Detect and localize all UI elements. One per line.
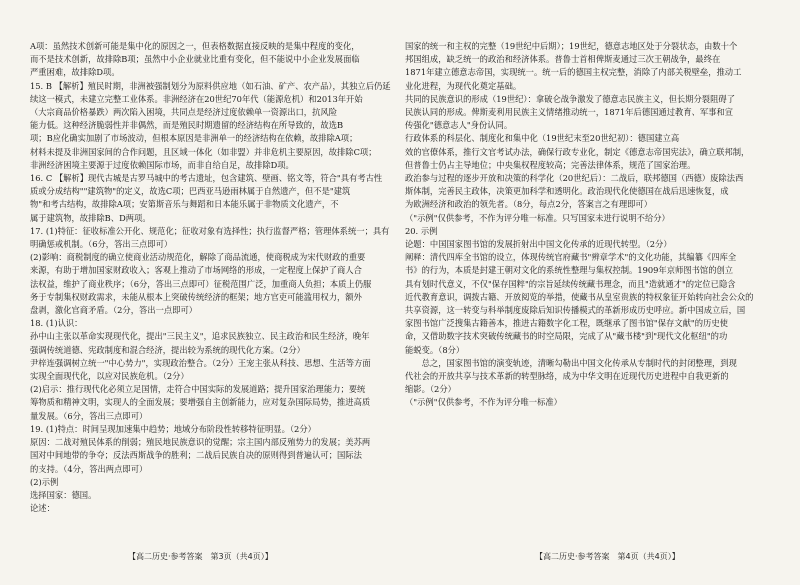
text-line: 国对中间地带的争夺；反法西斯战争的胜利；二战后民族自决的原则得到普遍认可；国际法 bbox=[30, 450, 362, 461]
text-line: 国家的统一和主权的完整（19世纪中后期）；19世纪，德意志地区处于分裂状态，由数十个 bbox=[405, 41, 738, 51]
text-line: 法权益，维护了商业秩序；（6分，答出三点即可）征税范围广泛，加重商人负担；本质上仍服 bbox=[30, 278, 372, 289]
text-line: 务于专制集权财政需求，未能从根本上突破传统经济的框架；地方官吏可能滥用权力，额外 bbox=[30, 291, 362, 302]
right-column bbox=[405, 40, 770, 410]
text-line: 1871年建立德意志帝国，实现统一。统一后的德国主权完整，消除了内部关税壁垒，推动工 bbox=[405, 67, 742, 78]
text-line: 总之，国家图书馆的演变轨迹，清晰勾勒出中国文化传承从专制时代的封闭整理，到现 bbox=[405, 357, 737, 368]
text-line: 强调传统道德、宪政制度和混合经济，提出较为系统的现代化方案。（2分） bbox=[30, 344, 305, 355]
left-column bbox=[30, 40, 395, 515]
text-line: 为欧洲经济和政治的领先者。（8分，每点2分，答案言之有理即可） bbox=[405, 199, 653, 210]
text-line: 缩影。（2分） bbox=[405, 384, 456, 395]
text-line: 能力低。这种经济脆弱性并非偶然，而是殖民时期遗留的经济结构在所导致的，故选B bbox=[30, 120, 344, 131]
text-line: 共同的民族意识的形成（19世纪）：拿破仑战争激发了德意志民族主义，但长期分裂阻碍了 bbox=[405, 93, 735, 104]
text-line: 孙中山主张以革命实现现代化，提出"三民主义"，追求民族独立、民主政治和民生经济，晚年 bbox=[30, 331, 370, 342]
text-line: 论题：中国国家图书馆的发展折射出中国文化传承的近现代转型。（2分） bbox=[405, 239, 672, 250]
text-line: 属于建筑物，故排除B、D两项。 bbox=[30, 212, 151, 223]
text-line: A项：虽然技术创新可能是集中化的原因之一，但表格数据直接反映的是集中程度的变化， bbox=[30, 41, 360, 51]
text-line: 能蜕变。（8分） bbox=[405, 344, 465, 355]
text-line: 论述： bbox=[30, 503, 55, 514]
text-line: （"示例"仅供参考，不作为评分唯一标准） bbox=[405, 397, 562, 408]
text-line: 行政体系的科层化、制度化和集中化（19世纪末至20世纪初）：德国建立高 bbox=[405, 133, 680, 144]
text-line: 明确惩戒机制。（6分，答出三点即可） bbox=[30, 239, 173, 250]
text-line: 19. (1)特点：时间呈现加速集中趋势；地域分布阶段性转移特征明显。（2分） bbox=[30, 423, 316, 434]
text-line: 17. (1)特征：征收标准公开化、规范化；征收对象有选择性；执行监督严格；管理体系统一；具有 bbox=[30, 225, 390, 236]
text-line: 斯体制，完善民主政体，决策更加科学和透明化。政治现代化使德国在战后迅速恢复，成 bbox=[405, 186, 729, 197]
text-line: 业化进程，为现代化奠定基础。 bbox=[405, 80, 522, 91]
text-line: 阐释：清代四库全书馆的设立，体现传统官府藏书"辨章学术"的文化功能，其编纂《四库全 bbox=[405, 252, 737, 263]
text-line: 效的官僚体系，推行文官考试办法，确保行政专业化，制定《德意志帝国宪法》，确立联邦制， bbox=[405, 146, 750, 157]
text-line: （"示例"仅供参考，不作为评分唯一标准。只写国家未进行说明不给分） bbox=[405, 212, 670, 223]
text-line: 物"和考古结构，故排除A项；安第斯音乐与舞蹈和日本能乐属于非物质文化遗产，不 bbox=[30, 199, 339, 210]
footer-page-3: 【高二历史·参考答案 第3页（共4页）】 bbox=[128, 552, 273, 561]
text-line: 而不是技术创新，故排除B项；虽然中小企业就业比重有变化，但不能说中小企业发展面临 bbox=[30, 54, 360, 65]
text-line: 来源，有助于增加国家财政收入；客观上推动了市场网络的形成，一定程度上保护了商人合 bbox=[30, 265, 362, 276]
text-line: 严重困难，故排除D项。 bbox=[30, 67, 120, 78]
text-line: (2)示例 bbox=[30, 476, 59, 487]
text-line: 筹物质和精神文明，实现人的全面发展；要增强自主创新能力，应对复杂国际局势，推进高质 bbox=[30, 397, 371, 408]
text-line: (2)影响：商税制度的确立使商业活动规范化，解除了商品流通，使商税成为宋代财政的重要 bbox=[30, 252, 366, 263]
text-line: 民族认同的形成。俾斯麦利用民族主义情绪推动统一，1871年后德国通过教育、军事和宣 bbox=[405, 107, 734, 118]
text-line: 尹梓连强调树立统一"中心势力"，实现政治整合。（2分）王宠主张从科技、思想、生活等方面 bbox=[30, 357, 371, 368]
text-line: 传强化"德意志人"身份认同。 bbox=[405, 120, 513, 131]
text-line: 具有划时代意义，不仅"保存国粹"的宗旨延续传统藏书理念，而且"造就通才"的定位已隐含 bbox=[405, 278, 736, 289]
text-line: 但普鲁士仍占主导地位；中央集权程度较高；完善法律体系，规范了国家治理。 bbox=[405, 159, 696, 170]
text-line: 量发展。（6分，答出三点即可） bbox=[30, 410, 148, 421]
text-line: 20. 示例 bbox=[405, 225, 438, 236]
text-line: 质或分成结构""建筑物"的定义，故选C项；巴西亚马逊雨林属于自然遗产，但不是"建筑 bbox=[30, 186, 351, 197]
text-line: 非洲经济困境主要源于过度依赖国际市场，而非自给自足，故排除D项。 bbox=[30, 159, 294, 170]
text-line: 盘剥，激化官商矛盾。（2分，答出一点即可） bbox=[30, 305, 198, 316]
text-line: 书》的行为，本质是封建王朝对文化的系统性整理与集权控制。1909年京师图书馆的创立 bbox=[405, 265, 734, 276]
column-divider bbox=[398, 30, 399, 550]
text-line: 项；B应化确实加剧了市场波动，但根本原因是非洲单一的经济结构在依赖，故排除A项； bbox=[30, 133, 358, 144]
text-line: 材料未提及非洲国家间的合作问题，且区域一体化（如非盟）并非危机主要原因，故排除C项； bbox=[30, 146, 377, 157]
text-line: 邦国组成，缺乏统一的政治和经济体系。普鲁士首相俾斯麦通过三次王朝战争，最终在 bbox=[405, 54, 721, 65]
text-line: 共享资源，这一转变与科举制度废除后知识传播模式的革新形成历史呼应。新中国成立后，国 bbox=[405, 305, 746, 316]
text-line: 实现全面现代化，以应对民族危机。（2分） bbox=[30, 371, 189, 382]
text-line: (2)启示：推行现代化必须立足国情，走符合中国实际的发展道路；提升国家治理能力；要统 bbox=[30, 384, 366, 395]
text-line: 政治参与过程的逐步开放和决策的科学化（20世纪后）：二战后，联邦德国（西德）废除法西 bbox=[405, 173, 744, 184]
footer-page-4: 【高二历史·参考答案 第4页（共4页）】 bbox=[535, 552, 680, 561]
text-line: 原因：二战对殖民体系的削弱；殖民地民族意识的觉醒；宗主国内部反殖势力的发展；美苏两 bbox=[30, 437, 371, 448]
text-line: 命，又借助数字技术突破传统藏书的时空局限，完成了从"藏书楼"到"现代文化枢纽"的功 bbox=[405, 331, 728, 342]
text-line: 16. C 【解析】现代古城是古罗马城中的考古遗址，包含建筑、壁画、铭文等，符合"具有考古性 bbox=[30, 173, 383, 184]
text-line: 代社会的开放共享与技术革新的转型脉络，成为中华文明在近现代历史进程中自我更新的 bbox=[405, 371, 729, 382]
text-line: 的支持。（4分，答出两点即可） bbox=[30, 463, 148, 474]
text-line: 家图书馆广泛搜集古籍善本，推进古籍数字化工程，既继承了图书馆"保存文献"的历史使 bbox=[405, 318, 728, 329]
text-line: 选择国家：德国。 bbox=[30, 489, 97, 500]
text-line: 近代教育意识，调拨古籍、开放阅览的举措，使藏书从皇室贵族的特权象征开始转向社会公众的 bbox=[405, 291, 754, 302]
text-line: 18. (1)认识： bbox=[30, 318, 83, 329]
text-line: 15. B 【解析】殖民时期，非洲被强制划分为原料供应地（如石油、矿产、农产品），其独立后仍延 bbox=[30, 80, 391, 91]
text-line: （大宗商品价格暴跌）两次陷入困境，共同点是经济过度依赖单一资源出口，抗风险 bbox=[30, 107, 337, 118]
text-line: 续这一模式，未建立完整工业体系。非洲经济在20世纪70年代（能源危机）和2013年开始 bbox=[30, 93, 363, 104]
